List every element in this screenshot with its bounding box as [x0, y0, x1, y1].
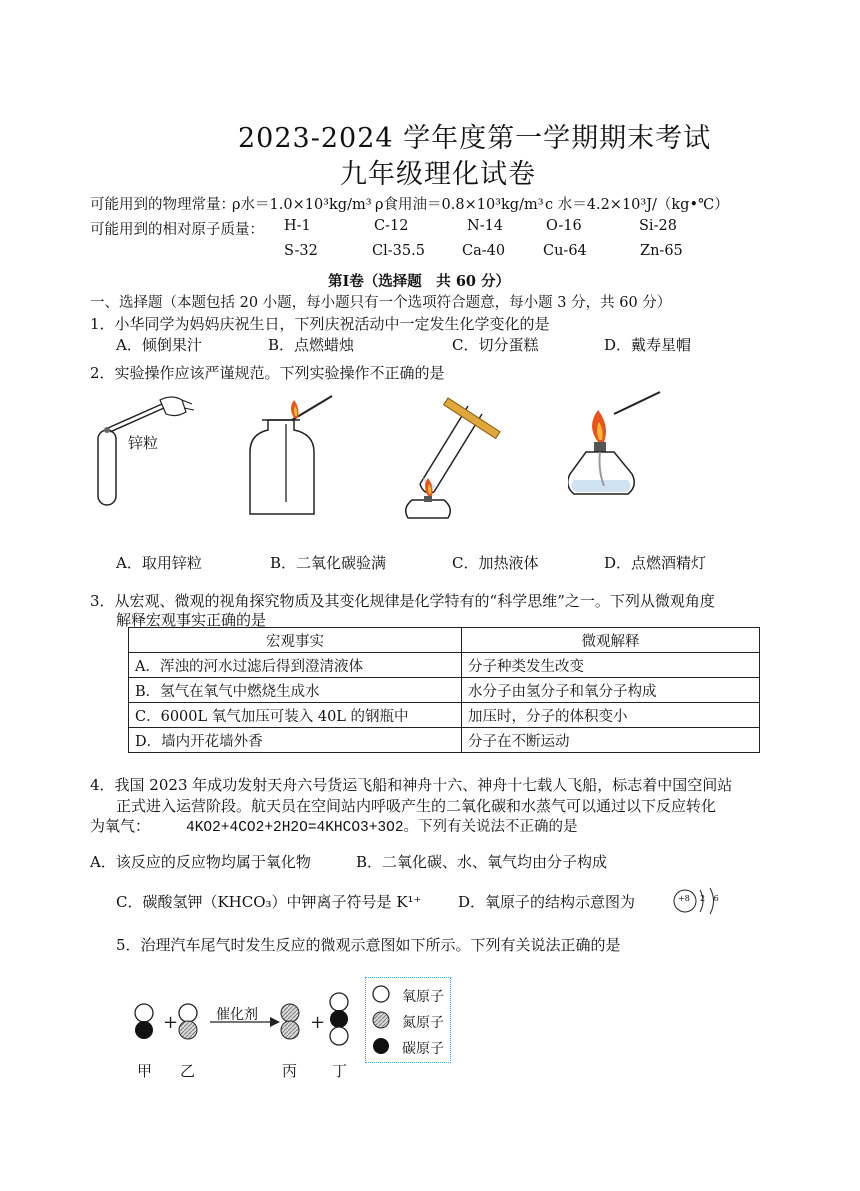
- table-cell: 分子在不断运动: [462, 728, 760, 753]
- q1-option-c: C．切分蛋糕: [452, 336, 539, 354]
- q1-option-d: D．戴寿星帽: [604, 336, 692, 354]
- zinc-label: 锌粒: [128, 434, 159, 452]
- mass-si: Si-28: [639, 218, 677, 234]
- svg-text:+: +: [310, 1012, 326, 1033]
- heating-liquid-illustration: [398, 392, 518, 524]
- mass-h: H-1: [284, 218, 311, 234]
- q5-stem: 5．治理汽车尾气时发生反应的微观示意图如下所示。下列有关说法正确的是: [116, 936, 621, 954]
- q3-table: [128, 627, 760, 753]
- rho-oil: ρ食用油＝0.8×10³kg/m³: [375, 197, 544, 213]
- q2-option-b: B．二氧化碳验满: [270, 554, 387, 572]
- mass-c: C-12: [374, 218, 409, 234]
- atom-shells-label: 2 6: [700, 894, 722, 903]
- svg-text:+: +: [163, 1012, 179, 1033]
- page-subtitle: 九年级理化试卷: [340, 159, 536, 190]
- q2-option-a: A．取用锌粒: [116, 554, 202, 572]
- table-cell: 水分子由氢分子和氧分子构成: [462, 678, 760, 703]
- mass-o: O-16: [546, 218, 582, 234]
- section-intro: 一、选择题（本题包括 20 小题，每小题只有一个选项符合题意，每小题 3 分，共 60 分）: [90, 295, 672, 311]
- mass-zn: Zn-65: [640, 243, 683, 259]
- q4-line3-prefix: 为氧气：: [90, 817, 151, 835]
- mass-n: N-14: [467, 218, 504, 234]
- table-cell: A．浑浊的河水过滤后得到澄清液体: [129, 653, 462, 678]
- table-header-cell: 宏观事实: [129, 628, 462, 653]
- legend-swatches: [370, 983, 394, 1057]
- section-heading: 第Ⅰ卷（选择题 共 60 分）: [328, 273, 511, 290]
- mass-ca: Ca-40: [462, 243, 506, 259]
- q1-option-a: A．倾倒果汁: [116, 336, 202, 354]
- catalyst-label: 催化剂: [216, 1007, 258, 1023]
- q4-option-a: A．该反应的反应物均属于氧化物: [90, 853, 311, 871]
- atomic-mass-label: 可能用到的相对原子质量：: [90, 222, 264, 238]
- reactant-jia-label: 甲: [137, 1062, 153, 1080]
- q1-option-b: B．点燃蜡烛: [268, 336, 355, 354]
- table-row: [129, 678, 760, 703]
- q4-option-b: B．二氧化碳、水、氧气均由分子构成: [356, 853, 608, 871]
- legend-oxygen: 氧原子: [402, 989, 444, 1005]
- reactant-yi-label: 乙: [180, 1062, 196, 1080]
- table-row: [129, 653, 760, 678]
- table-header-row: [129, 628, 760, 653]
- c-water: c 水＝4.2×10³J/（kg•℃）: [545, 197, 729, 213]
- table-cell: D．墙内开花墙外香: [129, 728, 462, 753]
- table-cell: 分子种类发生改变: [462, 653, 760, 678]
- physics-constants-label: 可能用到的物理常量：: [90, 197, 235, 213]
- table-row: [129, 703, 760, 728]
- q3-stem-line2: 解释宏观事实正确的是: [116, 611, 267, 629]
- co2-bottle-illustration: [248, 394, 338, 520]
- alcohol-lamp-illustration: [568, 390, 698, 500]
- q2-stem: 2．实验操作应该严谨规范。下列实验操作不正确的是: [90, 364, 445, 382]
- rho-water: ρ水＝1.0×10³kg/m³: [232, 197, 372, 213]
- mass-cl: Cl-35.5: [372, 243, 425, 259]
- q2-option-d: D．点燃酒精灯: [604, 554, 707, 572]
- mass-cu: Cu-64: [543, 243, 587, 259]
- q4-option-c: C．碳酸氢钾（KHCO₃）中钾离子符号是 K¹⁺: [116, 893, 422, 911]
- legend-nitrogen: 氮原子: [402, 1015, 444, 1031]
- table-cell: 加压时，分子的体积变小: [462, 703, 760, 728]
- table-row: [129, 728, 760, 753]
- product-ding-label: 丁: [332, 1062, 348, 1080]
- q4-option-d: D．氧原子的结构示意图为: [458, 893, 636, 911]
- q4-line1: 4．我国 2023 年成功发射天舟六号货运飞船和神舟十六、神舟十七载人飞船，标志着中国空间站: [90, 776, 733, 794]
- q1-stem: 1．小华同学为妈妈庆祝生日，下列庆祝活动中一定发生化学变化的是: [90, 315, 550, 333]
- page-title: 2023-2024 学年度第一学期期末考试: [238, 123, 712, 154]
- mass-s: S-32: [284, 243, 318, 259]
- q4-line2: 正式进入运营阶段。航天员在空间站内呼吸产生的二氧化碳和水蒸气可以通过以下反应转化: [116, 797, 717, 815]
- table-cell: B．氢气在氧气中燃烧生成水: [129, 678, 462, 703]
- atom-nucleus-label: +8: [678, 894, 690, 903]
- table-cell: C．6000L 氧气加压可装入 40L 的钢瓶中: [129, 703, 462, 728]
- legend-carbon: 碳原子: [402, 1041, 444, 1057]
- table-header-cell: 微观解释: [462, 628, 760, 653]
- q3-stem-line1: 3．从宏观、微观的视角探究物质及其变化规律是化学特有的“科学思维”之一。下列从微观角度: [90, 592, 715, 610]
- q2-option-c: C．加热液体: [452, 554, 539, 572]
- product-bing-label: 丙: [282, 1062, 298, 1080]
- q4-equation: 4KO2+4CO2+2H2O=4KHCO3+3O2。下列有关说法不正确的是: [186, 820, 578, 836]
